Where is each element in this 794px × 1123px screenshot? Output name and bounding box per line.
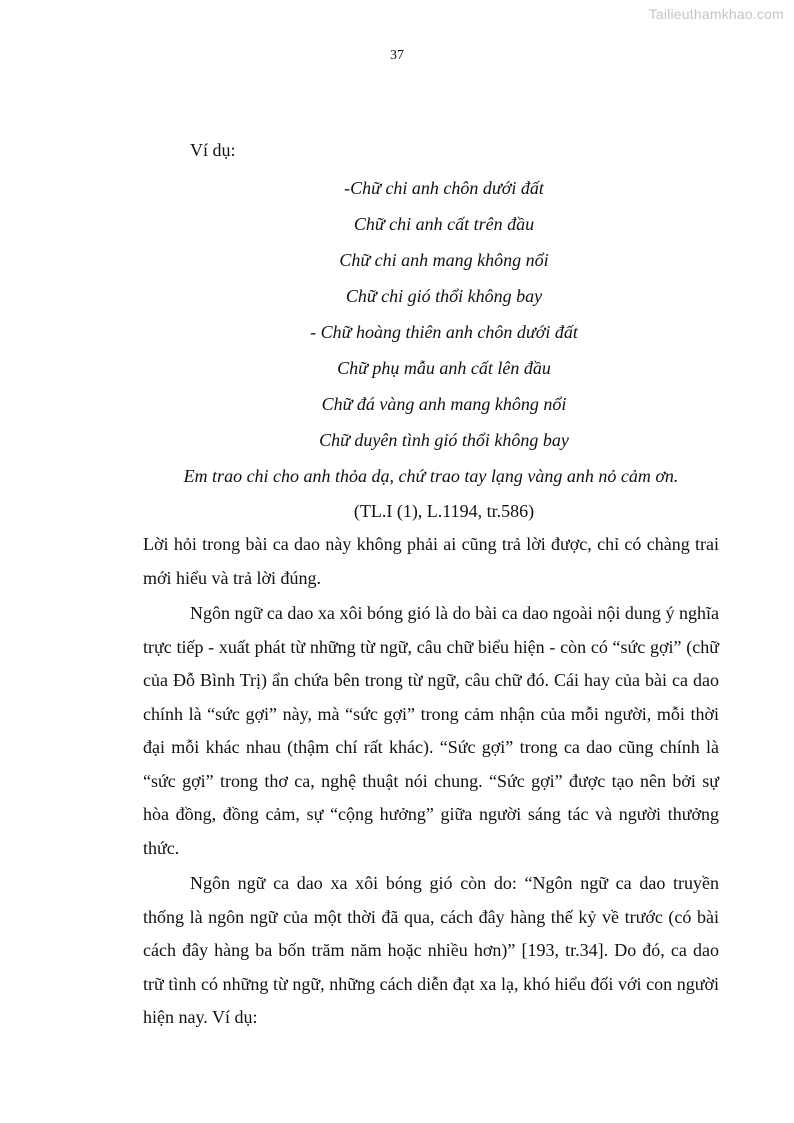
folk-poem xyxy=(143,170,719,494)
poem-line: Chữ đá vàng anh mang không nổi xyxy=(321,394,567,414)
poem-line: Em trao chi cho anh thỏa dạ, chứ trao tay lạng vàng anh nỏ cảm ơn. xyxy=(183,466,679,486)
document-body xyxy=(143,134,719,1035)
poem-line: Chữ phụ mẫu anh cất lên đầu xyxy=(337,358,551,378)
paragraph: Ngôn ngữ ca dao xa xôi bóng gió là do bài ca dao ngoài nội dung ý nghĩa trực tiếp - xuất phát từ những từ ngữ, câu chữ biểu hiện - còn có “sức gợi” (chữ của Đỗ Bình Trị) ẩn chứa bên trong từ ngữ, câu chữ đó. Cái hay của bài ca dao chính là “sức gợi” này, mà “sức gợi” trong cảm nhận của mỗi người, mỗi thời đại mỗi khác nhau (thậm chí rất khác). “Sức gợi” trong ca dao cũng chính là “sức gợi” trong thơ ca, nghệ thuật nói chung. “Sức gợi” được tạo nên bởi sự hòa đồng, đồng cảm, sự “cộng hưởng” giữa người sáng tác và người thưởng thức. xyxy=(143,603,719,858)
poem-line: - Chữ hoàng thiên anh chôn dưới đất xyxy=(310,322,578,342)
poem-line: -Chữ chi anh chôn dưới đất xyxy=(344,178,544,198)
poem-line: Chữ duyên tình gió thổi không bay xyxy=(319,430,569,450)
citation: (TL.I (1), L.1194, tr.586) xyxy=(353,501,535,521)
paragraph: Lời hỏi trong bài ca dao này không phải ai cũng trả lời được, chỉ có chàng trai mới hiểu và trả lời đúng. xyxy=(143,534,719,588)
paragraph: Ngôn ngữ ca dao xa xôi bóng gió còn do: “Ngôn ngữ ca dao truyền thống là ngôn ngữ của một thời đã qua, cách đây hàng thế kỷ về trước (có bài cách đây hàng ba bốn trăm năm hoặc nhiều hơn)” [193, tr.34]. Do đó, ca dao trữ tình có những từ ngữ, những cách diễn đạt xa lạ, khó hiểu đối với con người hiện nay. Ví dụ: xyxy=(143,873,719,1027)
poem-line: Chữ chi gió thổi không bay xyxy=(345,286,543,306)
watermark: Tailieuthamkhao.com xyxy=(648,6,784,22)
poem-line: Chữ chi anh mang không nổi xyxy=(339,250,549,270)
page-number: 37 xyxy=(390,48,404,63)
poem-line: Chữ chi anh cất trên đầu xyxy=(353,214,535,234)
example-label: Ví dụ: xyxy=(190,140,236,160)
